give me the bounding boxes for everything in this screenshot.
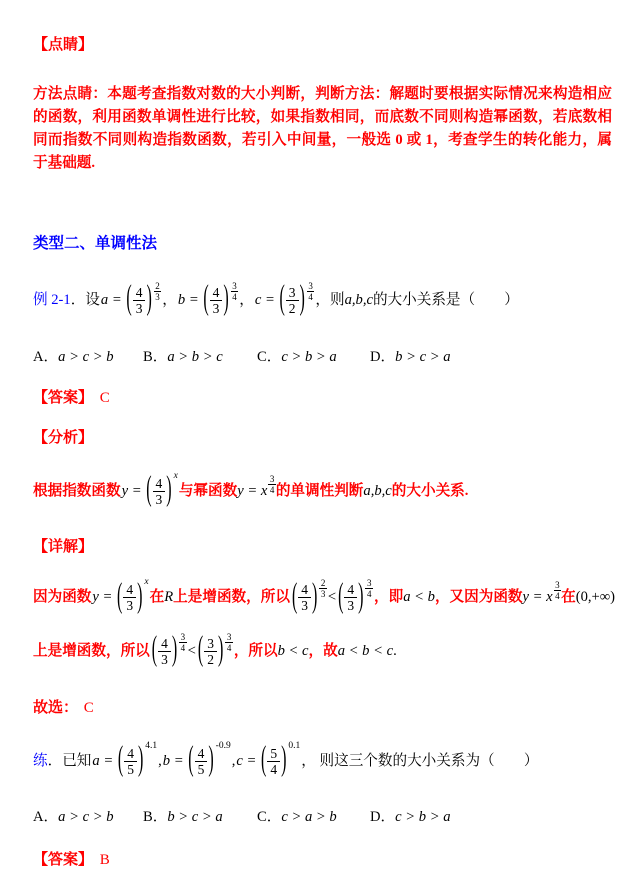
formula-power-x bbox=[522, 580, 562, 608]
section-heading-type2: 类型二、单调性法 bbox=[33, 235, 158, 252]
fraction-denominator: 4 bbox=[270, 761, 278, 777]
fraction-numerator: 3 bbox=[204, 636, 217, 652]
fraction-denominator: 4 bbox=[366, 589, 372, 599]
formula-b-lhs: b = bbox=[162, 752, 188, 769]
exponent-fraction bbox=[319, 578, 327, 599]
left-paren: ( bbox=[151, 631, 158, 669]
left-paren: ( bbox=[117, 578, 123, 615]
right-paren: ) bbox=[358, 578, 364, 615]
fraction-denominator: 4 bbox=[269, 484, 275, 495]
fraction-denominator: 3 bbox=[320, 589, 326, 599]
fraction-numerator: 2 bbox=[155, 280, 160, 291]
fraction bbox=[210, 285, 223, 316]
choice-expression: b > c > a bbox=[167, 809, 223, 825]
fraction-numerator: 5 bbox=[267, 746, 280, 762]
fraction-denominator: 3 bbox=[301, 598, 309, 613]
fraction-denominator: 4 bbox=[232, 291, 237, 302]
choice-label: D． bbox=[370, 349, 396, 365]
choice-c bbox=[257, 808, 370, 827]
comma: , bbox=[231, 752, 236, 769]
choice-label: B． bbox=[143, 349, 168, 365]
fraction-numerator: 3 bbox=[180, 631, 186, 642]
formula-b-lhs: b = bbox=[177, 291, 203, 308]
detail-text: 上是增函数，所以 bbox=[173, 589, 290, 605]
variables-abc: a,b,c bbox=[363, 482, 392, 499]
formula-right bbox=[337, 578, 373, 615]
right-paren: ) bbox=[208, 741, 214, 779]
fraction bbox=[344, 582, 357, 613]
guxuan-value: C bbox=[83, 700, 94, 716]
right-paren: ) bbox=[146, 280, 152, 318]
answer-value: B bbox=[99, 852, 110, 868]
comma: ， bbox=[239, 291, 254, 308]
exponent-fraction bbox=[154, 281, 162, 302]
fraction-denominator: 3 bbox=[347, 598, 355, 613]
exponent bbox=[365, 578, 373, 599]
choice-d bbox=[370, 348, 451, 367]
choice-b bbox=[143, 808, 257, 827]
choice-label: C． bbox=[257, 349, 282, 365]
fenxi-tag: 【分析】 bbox=[33, 430, 94, 446]
fraction-numerator: 4 bbox=[123, 582, 136, 598]
formula-a bbox=[92, 740, 158, 779]
fraction-denominator: 3 bbox=[135, 300, 143, 316]
right-paren: ) bbox=[137, 578, 143, 615]
detail-line-2 bbox=[33, 625, 612, 677]
exponent bbox=[319, 578, 327, 599]
variables-abc: a,b,c bbox=[344, 291, 373, 308]
question-tail: 的大小关系是（ ） bbox=[372, 291, 519, 308]
choice-d bbox=[370, 808, 451, 827]
left-paren: ( bbox=[188, 741, 194, 779]
detail-line-1 bbox=[33, 570, 616, 625]
choices-row-2 bbox=[33, 808, 612, 827]
formula-a-lhs: a = bbox=[100, 291, 126, 308]
exponent-fraction bbox=[268, 474, 276, 495]
fraction-numerator: 3 bbox=[226, 631, 232, 642]
fraction-denominator: 4 bbox=[180, 642, 186, 653]
formula-c-lhs: c = bbox=[236, 752, 260, 769]
fraction bbox=[158, 636, 171, 667]
example-2-1-line bbox=[33, 274, 612, 326]
exponent bbox=[225, 632, 233, 653]
choice-b bbox=[143, 348, 257, 367]
exponent-fraction bbox=[225, 632, 233, 653]
fraction-denominator: 5 bbox=[127, 761, 134, 777]
formula-left bbox=[151, 631, 187, 669]
fraction-denominator: 3 bbox=[126, 598, 134, 613]
exponent-x: x bbox=[173, 470, 178, 481]
choice-expression: c > b > a bbox=[281, 349, 337, 365]
detail-text: ，又因为函数 bbox=[434, 589, 523, 605]
fraction bbox=[204, 636, 217, 667]
fraction bbox=[267, 746, 280, 777]
exponent-value: -0.9 bbox=[215, 740, 231, 751]
detail-text: ，所以 bbox=[233, 642, 278, 659]
example-lead-text: ．设 bbox=[70, 291, 100, 308]
left-paren: ( bbox=[291, 578, 298, 615]
detail-text: ，即 bbox=[373, 589, 404, 605]
practice-line bbox=[33, 734, 612, 788]
fraction-numerator: 4 bbox=[133, 285, 146, 301]
right-paren: ) bbox=[166, 471, 172, 509]
fraction bbox=[133, 285, 146, 316]
dianjing-paragraph: 方法点睛：本题考查指数对数的大小判断，判断方法：解题时要根据实际情况来构造相应的函数，利用函数单调性进行比较，如果指数相同，而底数不同则构造幂函数，若底数相同而指数不同则构造指数函数，若引入中间量，一般选 0 或 1，考查学生的转化能力，属于基础题. bbox=[33, 86, 612, 171]
fraction-numerator: 4 bbox=[195, 746, 208, 762]
choice-label: B． bbox=[143, 809, 168, 825]
math-b-lt-c: b < c bbox=[277, 642, 309, 659]
choice-expression: a > c > b bbox=[58, 809, 114, 825]
choice-a bbox=[33, 808, 143, 827]
xiangjie-tag: 【详解】 bbox=[33, 539, 94, 555]
example-label: 例 2-1 bbox=[33, 291, 71, 308]
fraction-numerator: 4 bbox=[344, 582, 357, 598]
right-paren: ) bbox=[137, 741, 144, 779]
formula-c bbox=[254, 280, 315, 318]
formula-y-exp bbox=[121, 470, 178, 509]
formula-c bbox=[236, 740, 301, 779]
choices-row-1 bbox=[33, 348, 612, 367]
choice-c bbox=[257, 348, 370, 367]
left-paren: ( bbox=[146, 471, 152, 509]
fraction-denominator: 3 bbox=[155, 291, 160, 302]
exponent-value: 0.1 bbox=[288, 740, 301, 751]
fraction bbox=[123, 582, 136, 613]
detail-text: 在 bbox=[561, 589, 576, 605]
mid-text: ，则 bbox=[315, 291, 345, 308]
fraction-numerator: 3 bbox=[555, 580, 560, 590]
formula-power-x bbox=[237, 473, 276, 502]
choice-label: D． bbox=[370, 809, 396, 825]
fraction-numerator: 3 bbox=[286, 285, 299, 301]
choice-label: A． bbox=[33, 349, 59, 365]
fraction-numerator: 3 bbox=[232, 280, 237, 291]
fraction bbox=[195, 746, 208, 777]
formula-lhs: y = bbox=[121, 482, 146, 499]
fraction-numerator: 4 bbox=[124, 746, 137, 762]
detail-text: ，故 bbox=[308, 642, 338, 659]
exponent-fraction bbox=[365, 578, 373, 599]
fraction bbox=[286, 285, 299, 316]
choice-label: A． bbox=[33, 809, 59, 825]
fraction-numerator: 4 bbox=[298, 582, 311, 598]
answer-tag: 【答案】 bbox=[33, 852, 94, 868]
formula-a bbox=[100, 280, 161, 318]
math-R: R bbox=[164, 589, 174, 605]
math-a-lt-b-lt-c: a < b < c bbox=[337, 642, 394, 659]
math-a-lt-b: a < b bbox=[403, 589, 435, 605]
exponent bbox=[231, 281, 239, 302]
left-paren: ( bbox=[197, 631, 204, 669]
right-paren: ) bbox=[299, 280, 305, 318]
analysis-text: 的大小关系. bbox=[391, 482, 469, 499]
left-paren: ( bbox=[260, 741, 267, 779]
exponent-fraction bbox=[179, 632, 187, 653]
choice-expression: a > b > c bbox=[167, 349, 223, 365]
exponent bbox=[154, 281, 162, 302]
right-paren: ) bbox=[217, 631, 224, 669]
choice-label: C． bbox=[257, 809, 282, 825]
fraction-denominator: 4 bbox=[308, 291, 313, 302]
fraction-numerator: 3 bbox=[308, 280, 313, 291]
formula-left bbox=[291, 578, 327, 615]
math-interval: (0,+∞) bbox=[575, 589, 616, 605]
choice-a bbox=[33, 348, 143, 367]
formula-lhs: y = bbox=[92, 589, 117, 605]
detail-text: 在 bbox=[149, 589, 165, 605]
fraction bbox=[124, 746, 137, 777]
choice-expression: b > c > a bbox=[395, 349, 451, 365]
analysis-line bbox=[33, 464, 612, 518]
guxuan-text: 故选： bbox=[33, 700, 79, 716]
right-paren: ) bbox=[171, 631, 178, 669]
less-than-sign: < bbox=[327, 589, 337, 605]
fraction bbox=[153, 476, 166, 507]
right-paren: ) bbox=[281, 741, 287, 779]
analysis-text: 与幂函数 bbox=[178, 482, 238, 499]
fraction-denominator: 2 bbox=[207, 651, 214, 667]
exponent-value: 4.1 bbox=[145, 740, 158, 751]
dianjing-tag: 【点睛】 bbox=[33, 37, 94, 53]
fraction-numerator: 3 bbox=[269, 473, 275, 484]
right-paren: ) bbox=[312, 578, 318, 615]
comma: , bbox=[158, 752, 162, 769]
formula-right bbox=[197, 631, 233, 669]
formula-b bbox=[162, 740, 231, 779]
fraction-numerator: 4 bbox=[210, 285, 223, 301]
analysis-text: 的单调性判断 bbox=[275, 482, 364, 499]
formula-y-exp bbox=[92, 577, 149, 615]
question-tail: ， 则这三个数的大小关系为（ ） bbox=[301, 752, 539, 769]
period: . bbox=[393, 642, 397, 659]
fraction bbox=[298, 582, 311, 613]
less-than-sign: < bbox=[187, 642, 196, 659]
left-paren: ( bbox=[203, 280, 209, 318]
left-paren: ( bbox=[279, 280, 285, 318]
fraction-numerator: 4 bbox=[153, 476, 166, 492]
fraction-denominator: 3 bbox=[155, 491, 163, 507]
exponent-x: x bbox=[144, 577, 149, 587]
formula-c-lhs: c = bbox=[254, 291, 279, 308]
fraction-denominator: 4 bbox=[226, 642, 232, 653]
choice-expression: c > a > b bbox=[281, 809, 337, 825]
fraction-numerator: 3 bbox=[366, 578, 372, 588]
fraction-denominator: 3 bbox=[212, 300, 220, 316]
answer-value: C bbox=[99, 390, 110, 406]
answer-tag: 【答案】 bbox=[33, 390, 94, 406]
right-paren: ) bbox=[223, 280, 229, 318]
detail-text: 因为函数 bbox=[33, 589, 92, 605]
fraction-denominator: 2 bbox=[288, 300, 296, 316]
practice-label: 练 bbox=[33, 752, 48, 769]
formula-lhs: y = x bbox=[522, 589, 553, 605]
analysis-text: 根据指数函数 bbox=[33, 482, 121, 499]
answer-line-2 bbox=[33, 851, 612, 870]
formula-a-lhs: a = bbox=[92, 752, 117, 769]
fraction-denominator: 3 bbox=[161, 651, 168, 667]
exponent-fraction bbox=[231, 281, 239, 302]
practice-lead-text: ．已知 bbox=[47, 752, 92, 769]
answer-line-1 bbox=[33, 389, 612, 408]
choice-expression: a > c > b bbox=[58, 349, 114, 365]
left-paren: ( bbox=[126, 280, 132, 318]
left-paren: ( bbox=[338, 578, 344, 615]
guxuan-line bbox=[33, 699, 612, 718]
fraction-numerator: 4 bbox=[158, 636, 171, 652]
choice-expression: c > b > a bbox=[395, 809, 451, 825]
fraction-denominator: 5 bbox=[197, 761, 205, 777]
exponent-fraction bbox=[307, 281, 315, 302]
fraction-numerator: 2 bbox=[320, 578, 326, 588]
formula-b bbox=[177, 280, 238, 318]
exponent bbox=[179, 632, 187, 653]
fraction-denominator: 4 bbox=[555, 591, 560, 601]
exponent bbox=[307, 281, 315, 302]
comma: ， bbox=[162, 291, 177, 308]
left-paren: ( bbox=[117, 741, 124, 779]
exponent-fraction bbox=[554, 580, 562, 601]
formula-lhs: y = x bbox=[237, 482, 268, 499]
detail-text: 上是增函数，所以 bbox=[33, 642, 150, 659]
